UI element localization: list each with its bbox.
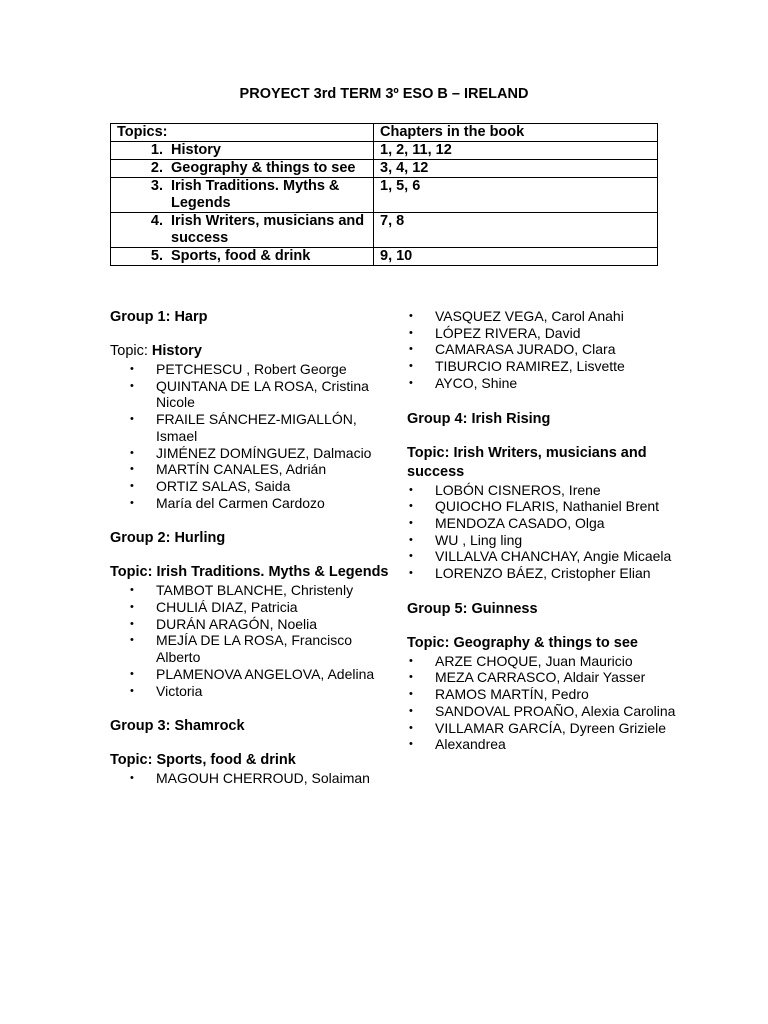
topic-number: 5. — [150, 248, 163, 264]
list-item: • SANDOVAL PROAÑO, Alexia Carolina — [409, 702, 676, 719]
topic-name: Irish Writers, musicians and success — [171, 213, 365, 246]
list-item: • ORTIZ SALAS, Saida — [130, 477, 291, 494]
bullet-icon: • — [409, 310, 413, 322]
bullet-icon: • — [130, 496, 134, 509]
list-item: • LÓPEZ RIVERA, David — [409, 324, 581, 341]
bullet-icon: • — [409, 567, 413, 580]
group-title: Group 5: Guinness — [407, 600, 538, 617]
list-item: • Alexandrea — [409, 736, 506, 753]
chapters-cell: 1, 2, 11, 12 — [374, 142, 658, 160]
group-topic — [407, 634, 677, 653]
table-header-topics: Topics: — [111, 124, 374, 142]
member-list — [110, 770, 390, 787]
list-item: • MENDOZA CASADO, Olga — [409, 514, 605, 531]
bullet-icon: • — [409, 550, 413, 563]
bullet-icon: • — [130, 634, 134, 647]
group-topic — [110, 342, 390, 361]
topic-label: Topic: — [407, 444, 450, 461]
list-item: • María del Carmen Cardozo — [130, 494, 325, 511]
topic-value: Irish Writers, musicians and success — [407, 444, 647, 480]
bullet-icon: • — [409, 343, 413, 356]
list-item: • DURÁN ARAGÓN, Noelia — [130, 615, 318, 632]
member-list — [389, 482, 677, 582]
group-title: Group 2: Hurling — [110, 530, 226, 547]
topic-name: Geography & things to see — [171, 160, 356, 176]
topics-table — [110, 123, 658, 266]
list-item: • PLAMENOVA ANGELOVA, Adelina — [130, 665, 375, 682]
bullet-icon: • — [409, 738, 413, 751]
list-item: • VILLAMAR GARCÍA, Dyreen Griziele — [409, 719, 667, 736]
right-column — [407, 308, 677, 753]
list-item: • TIBURCIO RAMIREZ, Lisvette — [409, 358, 625, 375]
topic-label: Topic: — [407, 634, 450, 651]
topic-number: 3. — [150, 178, 163, 194]
topic-name: Sports, food & drink — [171, 248, 311, 264]
bullet-icon: • — [409, 721, 413, 734]
topic-number: 1. — [150, 142, 163, 158]
member-list-continued — [389, 308, 677, 392]
bullet-icon: • — [409, 654, 413, 667]
member-list — [110, 361, 390, 511]
bullet-icon: • — [409, 483, 413, 496]
topic-name: Irish Traditions. Myths & Legends — [171, 178, 340, 211]
topic-number: 4. — [150, 213, 163, 229]
bullet-icon: • — [130, 684, 134, 697]
list-item: • QUIOCHO FLARIS, Nathaniel Brent — [409, 498, 660, 515]
group-title: Group 1: Harp — [110, 309, 208, 325]
bullet-icon: • — [130, 413, 134, 426]
group-topic — [110, 563, 390, 582]
table-row — [111, 160, 658, 178]
document-title: PROYECT 3rd TERM 3º ESO B – IRELAND — [239, 86, 529, 102]
table-header-row — [111, 124, 658, 142]
table-header-chapters: Chapters in the book — [374, 124, 658, 142]
list-item: • LOBÓN CISNEROS, Irene — [409, 481, 601, 498]
table-row — [111, 248, 658, 266]
list-item: • RAMOS MARTÍN, Pedro — [409, 686, 589, 703]
topic-value: History — [151, 343, 202, 359]
bullet-icon: • — [130, 463, 134, 476]
list-item: • MAGOUH CHERROUD, Solaiman — [130, 770, 370, 787]
topic-value: Sports, food & drink — [156, 752, 296, 769]
chapters-cell: 1, 5, 6 — [374, 178, 658, 213]
chapters-cell: 7, 8 — [374, 213, 658, 248]
list-item: • ARZE CHOQUE, Juan Mauricio — [409, 652, 633, 669]
group-title: Group 4: Irish Rising — [407, 410, 551, 427]
list-item: • JIMÉNEZ DOMÍNGUEZ, Dalmacio — [130, 444, 372, 461]
list-item: • QUINTANA DE LA ROSA, Cristina Nicole — [130, 377, 369, 411]
list-item: • MARTÍN CANALES, Adrián — [130, 461, 327, 478]
bullet-icon: • — [409, 671, 413, 684]
left-column — [110, 308, 390, 787]
bullet-icon: • — [130, 446, 134, 459]
list-item: • CAMARASA JURADO, Clara — [409, 341, 616, 358]
bullet-icon: • — [130, 363, 134, 375]
list-item: • CHULIÁ DIAZ, Patricia — [130, 599, 298, 616]
list-item: • Victoria — [130, 682, 203, 699]
list-item: • AYCO, Shine — [409, 374, 518, 391]
bullet-icon: • — [409, 500, 413, 513]
topic-label: Topic: — [110, 343, 148, 359]
member-list — [389, 653, 677, 753]
list-item: • FRAILE SÁNCHEZ-MIGALLÓN, Ismael — [130, 411, 357, 444]
group-title: Group 3: Shamrock — [110, 718, 245, 735]
bullet-icon: • — [409, 688, 413, 701]
bullet-icon: • — [409, 376, 413, 389]
bullet-icon: • — [409, 704, 413, 717]
list-item: • PETCHESCU , Robert George — [130, 361, 347, 377]
topic-label: Topic: — [110, 752, 153, 769]
bullet-icon: • — [130, 479, 134, 492]
group-topic — [110, 751, 390, 770]
list-item: • TAMBOT BLANCHE, Christenly — [130, 582, 354, 599]
list-item: • LORENZO BÁEZ, Cristopher Elian — [409, 565, 651, 582]
bullet-icon: • — [409, 326, 413, 339]
bullet-icon: • — [130, 584, 134, 597]
table-row — [111, 213, 658, 248]
group-topic — [407, 444, 677, 482]
list-item: • VILLALVA CHANCHAY, Angie Micaela — [409, 548, 672, 565]
topic-number: 2. — [150, 160, 163, 176]
topic-label: Topic: — [110, 564, 153, 581]
topic-name: History — [171, 142, 221, 158]
topic-value: Geography & things to see — [453, 634, 638, 651]
bullet-icon: • — [409, 360, 413, 373]
table-row — [111, 178, 658, 213]
bullet-icon: • — [130, 772, 134, 785]
chapters-cell: 3, 4, 12 — [374, 160, 658, 178]
topic-value: Irish Traditions. Myths & Legends — [156, 564, 389, 581]
list-item: • MEZA CARRASCO, Aldair Yasser — [409, 669, 646, 686]
bullet-icon: • — [409, 516, 413, 529]
chapters-cell: 9, 10 — [374, 248, 658, 266]
bullet-icon: • — [130, 617, 134, 630]
table-row — [111, 142, 658, 160]
list-item: • VASQUEZ VEGA, Carol Anahi — [409, 308, 624, 324]
bullet-icon: • — [130, 667, 134, 680]
bullet-icon: • — [130, 601, 134, 614]
bullet-icon: • — [409, 533, 413, 546]
list-item: • MEJÍA DE LA ROSA, Francisco Alberto — [130, 632, 353, 666]
list-item: • WU , Ling ling — [409, 531, 523, 548]
bullet-icon: • — [130, 379, 134, 392]
member-list — [110, 582, 390, 699]
